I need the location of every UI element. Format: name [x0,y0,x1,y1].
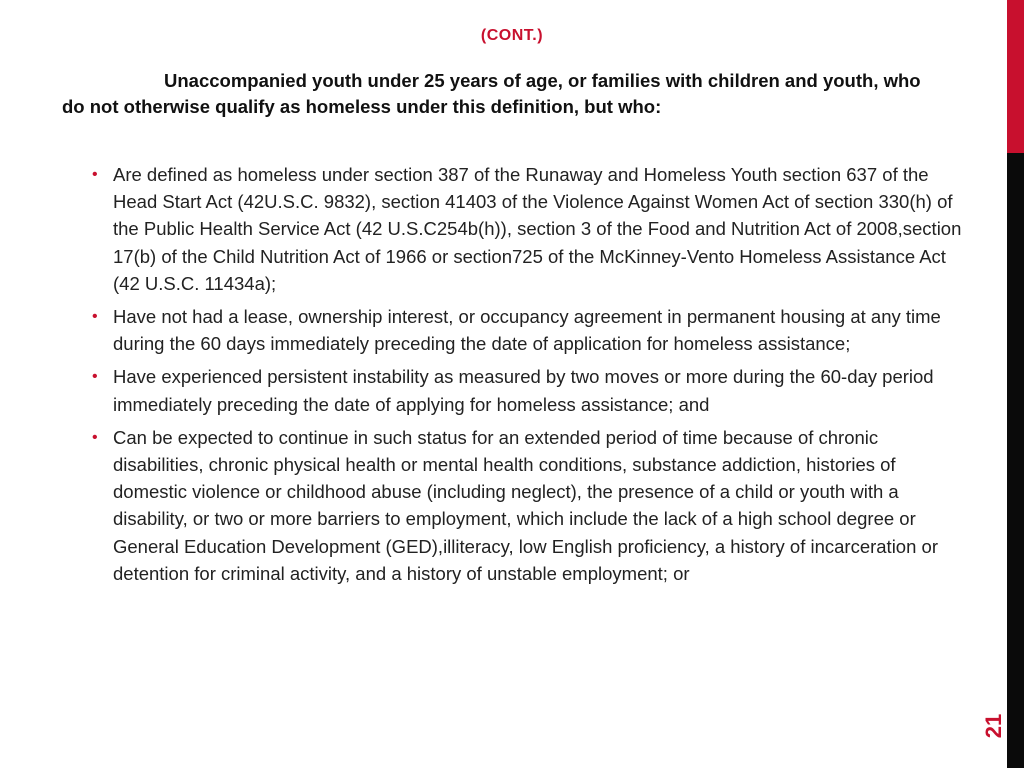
accent-sidebar-bottom [1007,153,1024,768]
bullet-list [92,161,972,593]
bullet-text: Can be expected to continue in such status for an extended period of time because of chronic disabilities, chronic physical health or mental health conditions, substance addiction, histories of domestic violence or childhood abuse (including neglect), the presence of a child or youth with a disability, or two or more barriers to employment, which include the lack of a high school degree or General Education Development (GED),illiteracy, low English proficiency, a history of incarceration or detention for criminal activity, and a history of unstable employment; or [113,426,938,584]
page-number [981,706,1007,746]
bullet-text: Have experienced persistent instability as measured by two moves or more during the 60-day period immediately preceding the date of applying for homeless assistance; and [113,366,934,415]
bullet-item [92,424,972,587]
slide-title: (CONT.) [480,27,544,44]
bullet-icon: • [92,428,98,446]
bullet-text: Are defined as homeless under section 387 of the Runaway and Homeless Youth section 637 of the Head Start Act (42U.S.C. 9832), section 41403 of the Violence Against Women Act of section 330(h) of the Public Health Service Act (42 U.S.C254b(h)), section 3 of the Food and Nutrition Act of 2008,section 17(b) of the Child Nutrition Act of 1966 or section725 of the McKinney-Vento Homeless Assistance Act (42 U.S.C. 11434a); [113,164,962,294]
bullet-text: Have not had a lease, ownership interest, or occupancy agreement in permanent housing at any time during the 60 days immediately preceding the date of application for homeless assistance; [113,306,941,355]
bullet-icon: • [92,308,98,326]
bullet-item [92,363,972,417]
bullet-item [92,303,972,357]
bullet-icon: • [92,166,98,183]
page-number-text: 21 [980,713,1006,739]
accent-sidebar-top [1007,0,1024,153]
bullet-item [92,161,972,297]
bullet-icon: • [92,368,98,386]
intro-paragraph: Unaccompanied youth under 25 years of age, or families with children and youth, who do not otherwise qualify as homeless under this definition, but who: [62,70,921,117]
